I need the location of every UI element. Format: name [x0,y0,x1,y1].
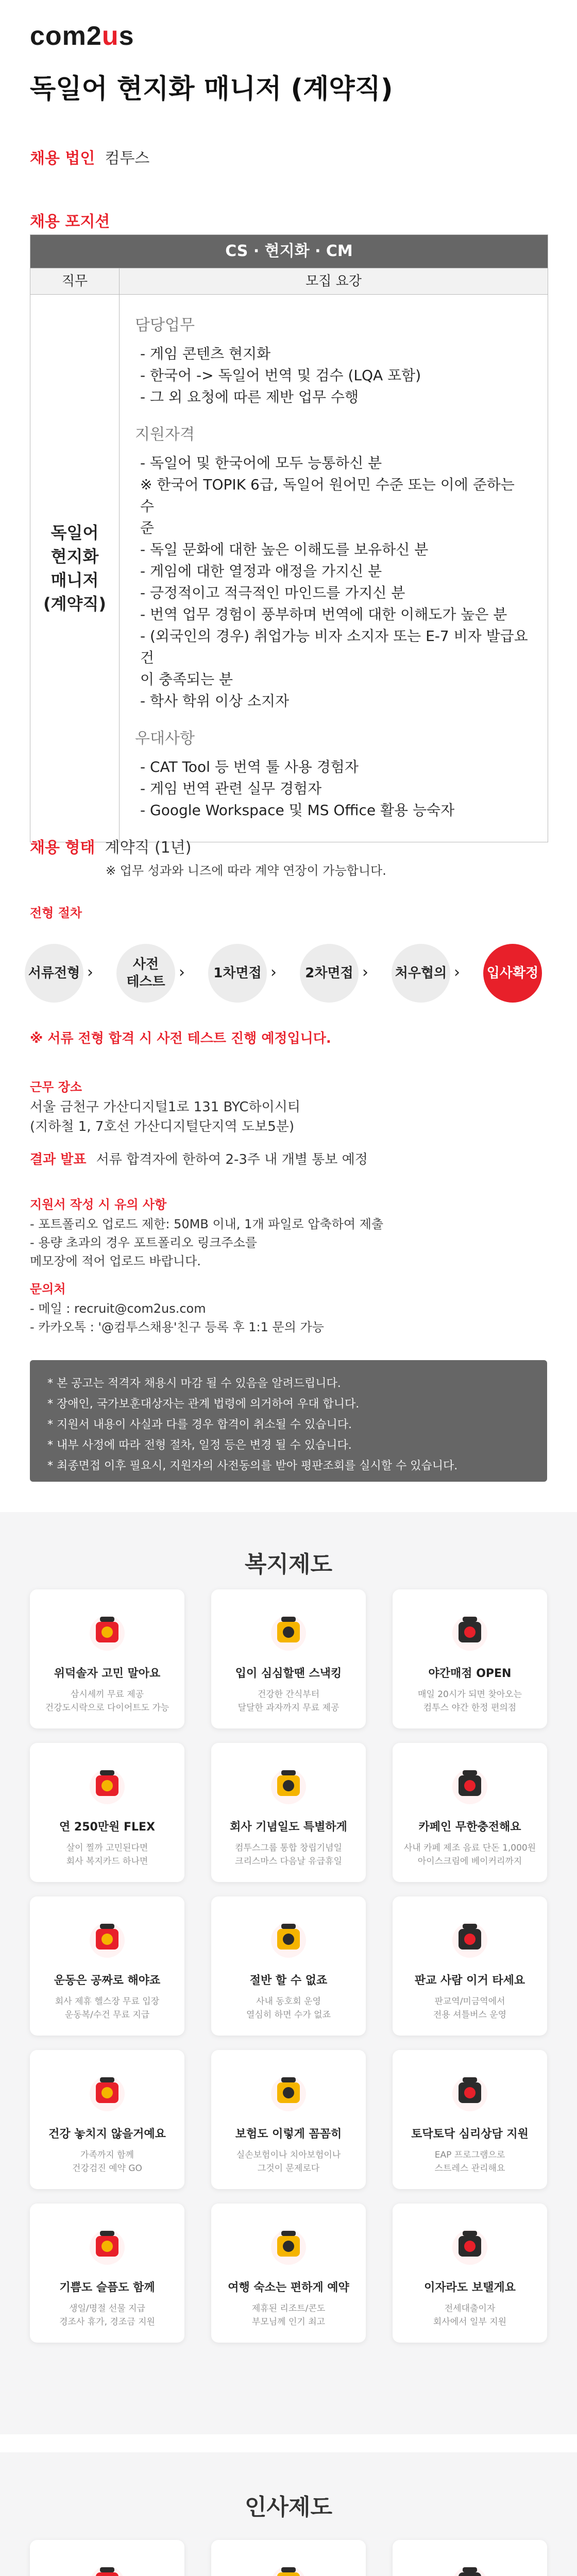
benefit-card [393,1589,547,1728]
card-desc [393,1995,547,2022]
page-title: 독일어 현지화 매니저 (계약직) [30,74,393,105]
card-desc-line: 회사 제휴 헬스장 무료 입장 [55,1996,160,2007]
card-desc [30,1841,184,1868]
card-desc [211,2302,366,2329]
card-title: 입이 심심할땐 스낵킹 [235,1667,342,1680]
process-note: ※ 서류 전형 합격 시 사전 테스트 진행 예정입니다. [30,1031,331,1046]
list-item: 준 [140,519,155,536]
benefit-card [393,2204,547,2343]
benefit-card [211,2204,366,2343]
chevron-right-icon: › [87,963,93,981]
notice-box [30,1360,547,1482]
address-line: 서울 금천구 가산디지털1로 131 BYC하이시티 [30,1099,300,1115]
notice-line: * 지원서 내용이 사실과 다를 경우 합격이 취소될 수 있습니다. [47,1418,352,1431]
list-item: - 게임 콘텐츠 현지화 [140,345,271,362]
shop-icon [442,1603,498,1659]
heart-icon [442,2063,498,2120]
col-role: 직무 [30,268,120,294]
card-desc-line: 삼시세끼 무료 제공 [70,1689,144,1700]
card-desc [393,2148,547,2175]
card-desc-line: 건강검진 예약 GO [72,2163,142,2174]
location-address [30,1097,300,1137]
clock-calendar-icon [260,2553,317,2576]
employment-label: 채용 형태 [30,839,95,857]
list-item: 메모장에 적어 업로드 바랍니다. [30,1254,201,1268]
list-item: 이 충족되는 분 [140,671,233,688]
role-line: 현지화 [50,547,99,566]
card-title: 연 250만원 FLEX [59,1821,156,1834]
list-item: - 한국어 -> 독일어 번역 및 검수 (LQA 포함) [140,367,421,384]
notice-line: * 장애인, 국가보훈대상자는 관계 법령에 의거하여 우대 합니다. [47,1398,360,1411]
col-requirements: 모집 요강 [306,274,362,289]
calculator-icon [260,1910,317,1967]
bus-icon [442,1910,498,1967]
card-desc [211,1688,366,1715]
benefit-card [30,1896,184,2036]
cautions-label: 지원서 작성 시 유의 사항 [30,1197,167,1212]
list-item: - 독일어 및 한국어에 모두 능통하신 분 [140,454,382,471]
benefit-card [393,1743,547,1882]
happiness-icon [79,1603,135,1659]
result-value: 서류 합격자에 한하여 2-3주 내 개별 통보 예정 [96,1152,368,1167]
card-desc-line: 생일/명절 선물 지급 [69,2303,145,2314]
cautions-list [30,1215,383,1270]
company-row [30,145,149,168]
snack-icon [260,1603,317,1659]
step-document: 서류전형 [25,944,83,1003]
card-desc-line: 제휴된 리조트/콘도 [251,2303,326,2314]
list-item: - 번역 업무 경험이 풍부하며 번역에 대한 이해도가 높은 분 [140,606,507,623]
card-desc-line: EAP 프로그램으로 [434,2150,505,2160]
card-title: 건강 놓치지 않을거예요 [48,2128,166,2141]
prefs-title: 우대사항 [135,730,195,748]
travel-icon [260,2217,317,2274]
notice-line: * 내부 사정에 따라 전형 절차, 일정 등은 변경 될 수 있습니다. [47,1439,352,1452]
role-line: 매니저 [50,570,99,590]
employment-row [30,835,191,857]
list-item: - 학사 학위 이상 소지자 [140,692,290,709]
chevron-right-icon: › [362,963,368,981]
card-desc-line: 스트레스 관리해요 [434,2163,505,2174]
step-hired: 입사확정 [483,944,542,1003]
benefit-card [211,1743,366,1882]
benefit-card [30,1589,184,1728]
coffee-icon [442,1756,498,1813]
list-item: - CAT Tool 등 번역 툴 사용 경험자 [140,758,359,775]
quals-title: 지원자격 [135,426,195,444]
address-line: (지하철 1, 7호선 가산디지털단지역 도보5분) [30,1119,295,1134]
card-desc-line: 그것이 문제로다 [257,2163,320,2174]
card-desc [30,1995,184,2022]
employment-value: 계약직 (1년) [105,839,192,857]
card-desc-line: 사내 카페 제조 음료 단돈 1,000원 [403,1843,536,1853]
chevron-right-icon: › [179,963,185,981]
money-icon [79,1756,135,1813]
card-title: 보험도 이렇게 꼼꼼히 [235,2128,342,2141]
card-desc-line: 운동복/수건 무료 지급 [64,2010,150,2020]
card-desc-line: 판교역/미금역에서 [434,1996,505,2007]
step-pretest: 사전 테스트 [116,944,175,1003]
card-desc-line: 크리스마스 다음날 유급휴일 [235,1856,342,1867]
card-desc-line: 실손보험이나 치아보험이나 [236,2150,341,2160]
com2us-logo[interactable]: com2us [30,21,134,51]
card-desc-line: 열심히 하면 수가 없죠 [246,2010,331,2020]
contact-email[interactable]: - 메일 : recruit@com2us.com [30,1301,206,1316]
role-line: 독일어 [50,523,99,543]
list-item: - 포트폴리오 업로드 제한: 50MB 이내, 1개 파일로 압축하여 제출 [30,1217,384,1231]
benefit-card [393,2050,547,2189]
health-icon [79,2063,135,2120]
contact-list [30,1299,324,1336]
card-desc-line: 사내 동호회 운영 [256,1996,321,2007]
position-label: 채용 포지션 [30,213,110,231]
list-item: - 그 외 요청에 따른 제반 업무 수행 [140,388,359,405]
role-cell [30,295,120,842]
role-line: (계약직) [43,594,106,614]
list-item: - 게임 번역 관련 실무 경험자 [140,780,322,797]
list-item: - Google Workspace 및 MS Office 활용 능숙자 [140,802,455,819]
gift-icon [79,2217,135,2274]
card-desc [393,1688,547,1715]
card-desc [30,2148,184,2175]
card-title: 운동은 공짜로 해야죠 [54,1974,161,1987]
shield-icon [260,2063,317,2120]
card-title: 절반 할 수 없죠 [249,1974,328,1987]
contact-kakao: - 카카오톡 : '@컴투스채용'친구 등록 후 1:1 문의 가능 [30,1320,324,1334]
list-item: ※ 한국어 TOPIK 6급, 독일어 원어민 수준 또는 이에 준하는 수 [140,476,515,515]
benefit-card [211,1896,366,2036]
card-title: 위덕솔자 고민 말아요 [54,1667,161,1680]
chevron-right-icon: › [270,963,277,981]
notice-line: * 최종면접 이후 필요시, 지원자의 사전동의를 받아 평판조회를 실시할 수 있습니다. [47,1460,458,1472]
card-desc-line: 살이 찔까 고민된다면 [66,1843,148,1853]
location-label: 근무 장소 [30,1080,82,1094]
requirements-cell [120,295,548,842]
welfare-title: 복지제도 [244,1551,332,1578]
card-title: 기쁨도 슬픔도 함께 [59,2281,155,2294]
list-item: - (외국인의 경우) 취업가능 비자 소지자 또는 E-7 비자 발급요건 [140,628,528,666]
calendar-icon [260,1756,317,1813]
card-desc-line: 컴투스 야간 한정 편의점 [423,1703,517,1713]
position-table [30,234,548,842]
pay-icon [79,2553,135,2576]
result-row [30,1149,368,1168]
company-value: 컴투스 [105,149,150,167]
company-label: 채용 법인 [30,149,95,167]
contact-label: 문의처 [30,1282,66,1296]
card-desc-line: 컴투스그룹 통합 창립기념일 [235,1843,342,1853]
card-desc-line: 회사 복지카드 하나면 [66,1856,148,1867]
benefit-card [30,1743,184,1882]
card-desc-line: 건강도시락으로 다이어트도 가능 [45,1703,169,1713]
card-desc-line: 경조사 휴가, 경조금 지원 [59,2317,155,2327]
process-label: 전형 절차 [30,906,82,920]
card-title: 판교 사람 이거 타세요 [414,1974,525,1987]
card-title: 회사 기념일도 특별하게 [230,1821,347,1834]
employment-note: ※ 업무 성과와 니즈에 따라 계약 연장이 가능합니다. [106,863,386,878]
table-header: CS · 현지화 · CM [30,235,548,268]
benefit-card [211,2540,366,2576]
step-interview-2: 2차면접 [300,944,359,1003]
benefit-card [30,2204,184,2343]
hr-title: 인사제도 [244,2494,332,2520]
notice-line: * 본 공고는 적격자 채용시 마감 될 수 있음을 알려드립니다. [47,1377,341,1390]
building-icon [442,2217,498,2274]
card-desc [30,2302,184,2329]
card-title: 카페인 무한충전해요 [418,1821,521,1834]
dumbbell-icon [79,1910,135,1967]
card-desc-line: 달달한 과자까지 무료 제공 [237,1703,340,1713]
card-desc [211,1995,366,2022]
duties-title: 담당업무 [135,316,195,334]
benefit-card [393,2540,547,2576]
benefit-card [211,1589,366,1728]
card-desc-line: 부모님께 인기 최고 [251,2317,326,2327]
card-desc-line: 전용 셔틀버스 운영 [433,2010,507,2020]
card-desc-line: 아이스크림에 베이커리까지 [417,1856,522,1867]
card-title: 야간매점 OPEN [428,1667,512,1680]
card-desc [30,1688,184,1715]
benefit-card [30,2050,184,2189]
benefit-card [30,2540,184,2576]
result-label: 결과 발표 [30,1152,87,1167]
step-interview-1: 1차면접 [208,944,267,1003]
card-desc [211,2148,366,2175]
list-item: - 게임에 대한 열정과 애정을 가지신 분 [140,563,382,580]
card-desc-line: 전세대출이자 [444,2303,496,2314]
card-desc [211,1841,366,1868]
clock-icon [442,2553,498,2576]
list-item: - 긍정적이고 적극적인 마인드를 가지신 분 [140,584,405,601]
card-desc-line: 건강한 간식부터 [257,1689,320,1700]
card-desc [393,2302,547,2329]
benefit-card [393,1896,547,2036]
step-negotiation: 처우협의 [392,944,450,1003]
card-title: 여행 숙소는 편하게 예약 [228,2281,349,2294]
card-desc-line: 매일 20시가 되면 찾아오는 [417,1689,522,1700]
card-desc [393,1841,547,1868]
list-item: - 독일 문화에 대한 높은 이해도를 보유하신 분 [140,541,429,558]
chevron-right-icon: › [454,963,460,981]
card-desc-line: 회사에서 일부 지원 [433,2317,507,2327]
list-item: - 용량 초과의 경우 포트폴리오 링크주소를 [30,1235,257,1250]
card-title: 이자라도 보탤게요 [424,2281,516,2294]
card-title: 토닥토닥 심리상담 지원 [411,2128,529,2141]
card-desc-line: 가족까지 함께 [80,2150,134,2160]
benefit-card [211,2050,366,2189]
